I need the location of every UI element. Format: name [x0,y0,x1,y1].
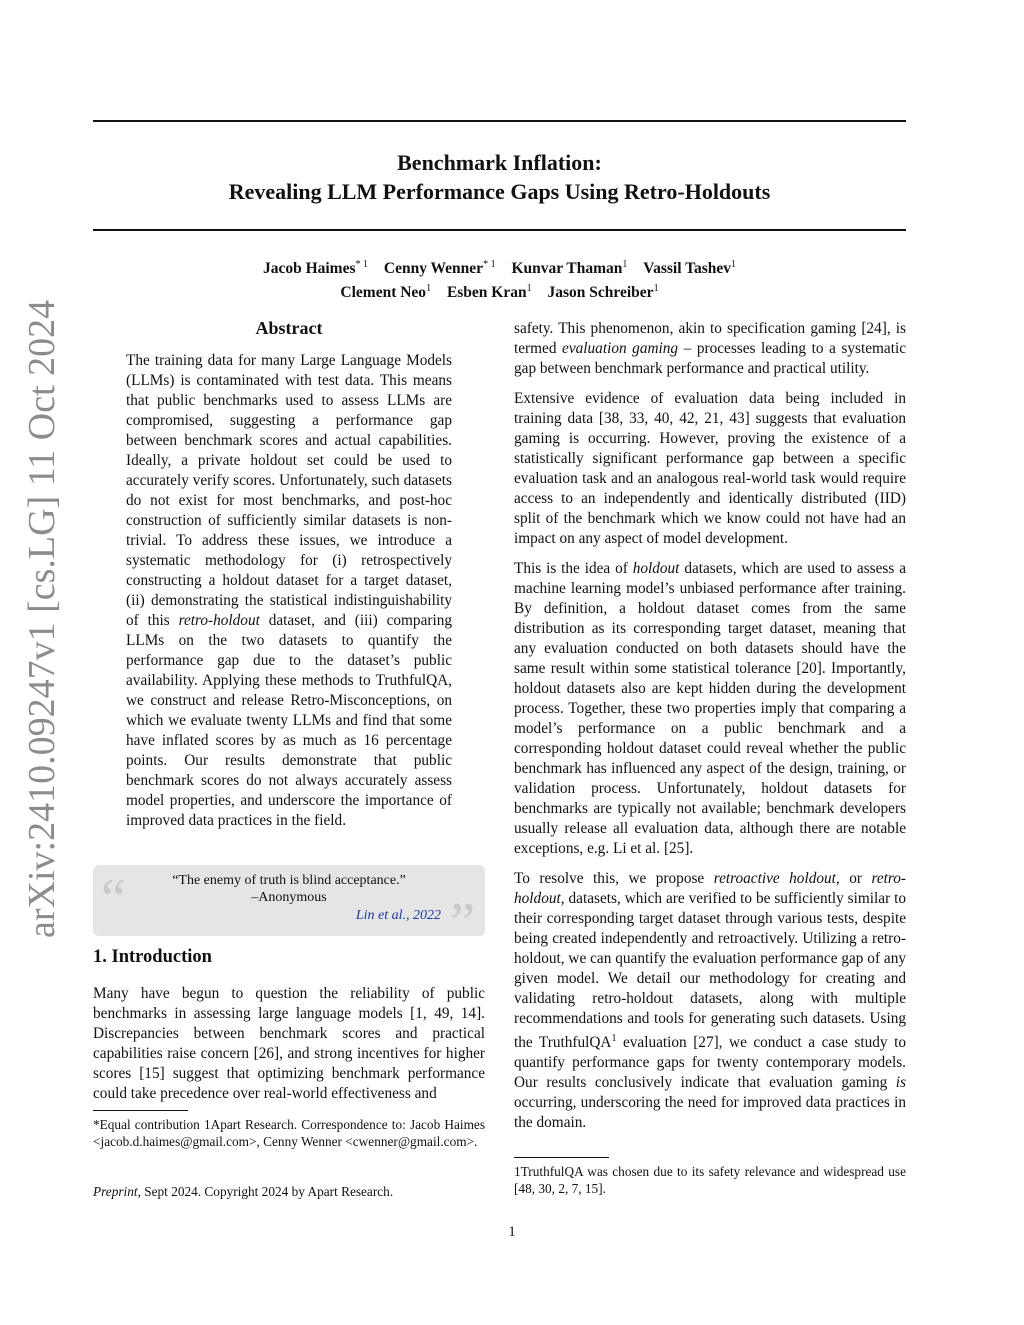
paragraph: Extensive evidence of evaluation data being included in training data [38, 33, 40, 42, 21, 43] suggests that evaluation gaming is occurring. However, proving the existence of a statistically significant performance gap between a specific evaluation task and an analogous real-world task would require access to an independently and identically distributed (IID) split of the benchmark which we know could not have had an impact on any aspect of model development. [514,390,906,547]
footnote-truthfulqa: 1TruthfulQA was chosen due to its safety relevance and widespread use [48, 30, 2, 7, 15]. [514,1164,906,1196]
title-bottom-rule [93,229,906,231]
author: Jason Schreiber$^1$ [547,283,659,302]
close-quote-icon: ” [450,892,475,954]
abstract-heading: Abstract [255,318,323,338]
intro-paragraph: Many have begun to question the reliability of public benchmarks in assessing large language models [1, 49, 14]. Discrepancies between benchmark scores and practical capabilities raise concern [26], and strong incentives for higher scores [15] suggest that optimizing benchmark performance could take precedence over real-world effectiveness and [93,985,485,1102]
author: Vassil Tashev$^1$ [643,259,737,278]
open-quote-icon: “ [101,868,126,930]
title-line-2: Revealing LLM Performance Gaps Using Retro-Holdouts [228,179,771,204]
paragraph: This is the idea of holdout datasets, which are used to assess a machine learning model’s unbiased performance after training. By definition, a holdout dataset comes from the same distribution as its corresponding target dataset, meaning that any evaluation conducted on both datasets should have the same result within some statistical tolerance [20]. Importantly, holdout datasets also are kept hidden during the development process. Together, these two properties imply that comparing a model’s performance on a public benchmark and a corresponding holdout dataset could reveal whether the public benchmark has influenced any aspect of the design, training, or validation process. Unfortunately, holdout datasets for benchmarks are typically not available; benchmark developers usually release all evaluation data, although there are notable exceptions, e.g. Li et al. [25]. [514,560,906,857]
author-list [93,255,906,303]
footnote-rule [93,1110,188,1111]
paragraph: safety. This phenomenon, akin to specification gaming [24], is termed evaluation gaming – processes leading to a systematic gap between benchmark performance and practical utility. [514,320,907,377]
arxiv-identifier: arXiv:2410.09247v1 [cs.LG] 11 Oct 2024 [21,299,63,938]
page-number: 1 [508,1224,516,1240]
abstract-text: The training data for many Large Language Models (LLMs) is contaminated with test data. This means that public benchmarks used to assess LLMs are compromised, suggesting a performance gap between benchmark scores and actual capabilities. Ideally, a private holdout set could be used to accurately verify scores. Unfortunately, such datasets do not exist for most benchmarks, and post-hoc construction of sufficiently similar datasets is non-trivial. To address these issues, we introduce a systematic methodology for (i) retrospectively constructing a holdout dataset for a target dataset, (ii) demonstrating the statistical indistinguishability of this retro-holdout dataset, and (iii) comparing LLMs on the two datasets to quantify the performance gap due to the dataset’s public availability. Applying these methods to TruthfulQA, we construct and release Retro-Misconceptions, on which we evaluate twenty LLMs and find that some have inflated scores by as much as 16 percentage points. Our results demonstrate that public benchmark scores do not always accurately assess model properties, and underscore the importance of improved data practices in the field. [126,352,453,829]
footnote-contribution: *Equal contribution 1Apart Research. Correspondence to: Jacob Haimes <jacob.d.haimes@gmail.com>, Cenny Wenner <cwenner@gmail.com>. [93,1117,485,1149]
paper-title [93,148,906,206]
quote-text: “The enemy of truth is blind acceptance.” [172,873,406,888]
author: Kunvar Thaman$^1$ [511,259,628,278]
section-heading: 1. Introduction [93,947,212,967]
right-column [514,319,906,1143]
quote-citation-link[interactable]: Lin et al., 2022 [355,908,441,923]
author: Clement Neo$^1$ [340,283,432,302]
footnote-rule [514,1157,609,1158]
author: Cenny Wenner$^{* 1}$ [383,259,496,278]
title-line-1: Benchmark Inflation: [397,150,602,175]
top-rule [93,120,906,122]
epigraph-text [93,872,485,906]
preprint-note: Preprint, Sept 2024. Copyright 2024 by Apart Research. [93,1184,394,1199]
paragraph: To resolve this, we propose retroactive holdout, or retro-holdout, datasets, which are verified to be sufficiently similar to their corresponding target dataset through various tests, despite being created independently and retroactively. Utilizing a retro-holdout, we can quantify the evaluation performance gap of any given model. We detail our methodology for creating and validating retro-holdout datasets, along with multiple recommendations and tools for generating such datasets. Using the TruthfulQA$^1$ evaluation [27], we conduct a case study to quantify performance gaps for twenty contemporary models. Our results conclusively indicate that evaluation gaming is occurring, underscoring the need for improved data practices in the domain. [514,870,906,1132]
author: Jacob Haimes$^{* 1}$ [262,259,368,278]
epigraph-box [93,865,485,954]
quote-author: –Anonymous [251,890,327,905]
author: Esben Kran$^1$ [446,283,532,302]
